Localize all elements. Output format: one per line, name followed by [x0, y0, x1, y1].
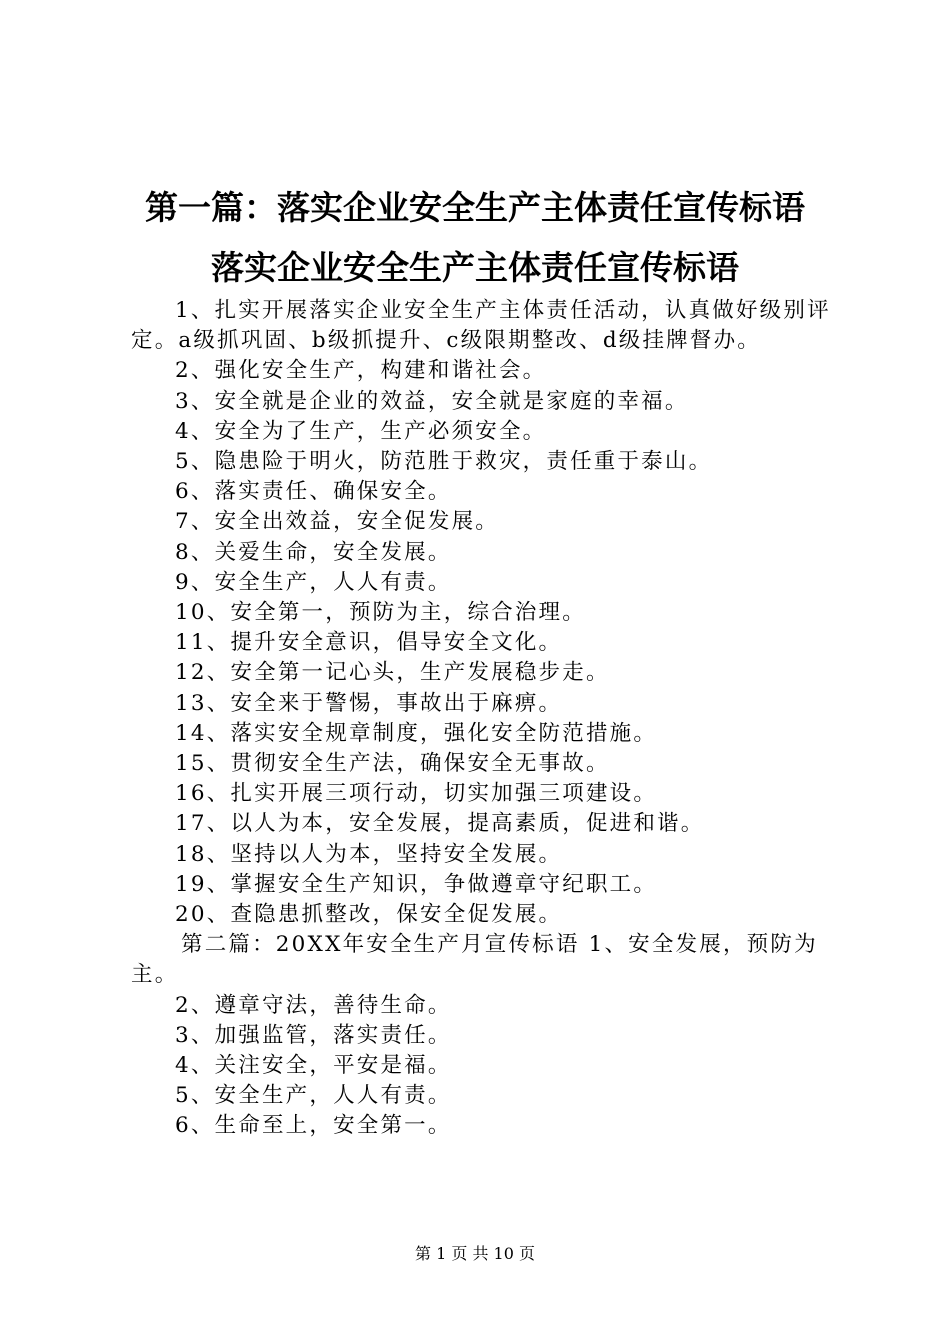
slogan-paragraph: 5、隐患险于明火，防范胜于救灾，责任重于泰山。: [175, 449, 713, 475]
slogan-paragraph: 16、扎实开展三项行动，切实加强三项建设。: [175, 781, 658, 807]
slogan-paragraph: 15、贯彻安全生产法，确保安全无事故。: [175, 751, 610, 777]
slogan-paragraph: 20、查隐患抓整改，保安全促发展。: [175, 902, 563, 928]
slogan-paragraph: 9、安全生产，人人有责。: [175, 569, 452, 595]
page-number-footer: 第 1 页 共 10 页: [415, 1244, 535, 1263]
slogan-paragraph: 2、强化安全生产，构建和谐社会。: [175, 358, 547, 384]
slogan-paragraph: 11、提升安全意识，倡导安全文化。: [175, 630, 563, 656]
slogan-paragraph: 1、扎实开展落实企业安全生产主体责任活动，认真做好级别评定。a级抓巩固、b级抓提升、c级限期整改、d级挂牌督办。: [131, 298, 831, 354]
slogan-paragraph: 10、安全第一，预防为主，综合治理。: [175, 600, 586, 626]
section2-item: 4、关注安全，平安是福。: [175, 1053, 452, 1079]
section2-item: 2、遵章守法，善待生命。: [175, 992, 452, 1018]
slogan-paragraph: 3、安全就是企业的效益，安全就是家庭的幸福。: [175, 388, 689, 414]
slogan-paragraph: 19、掌握安全生产知识，争做遵章守纪职工。: [175, 871, 658, 897]
slogan-paragraph: 6、落实责任、确保安全。: [175, 479, 452, 505]
section2-item: 3、加强监管，落实责任。: [175, 1022, 452, 1048]
section2-item: 6、生命至上，安全第一。: [175, 1113, 452, 1139]
slogan-paragraph: 14、落实安全规章制度，强化安全防范措施。: [175, 720, 658, 746]
document-body: [131, 296, 831, 1142]
slogan-paragraph: 12、安全第一记心头，生产发展稳步走。: [175, 660, 610, 686]
slogan-paragraph: 18、坚持以人为本，坚持安全发展。: [175, 841, 563, 867]
document-subtitle: 落实企业安全生产主体责任宣传标语: [211, 248, 739, 287]
section2-intro: 第二篇：20XX年安全生产月宣传标语 1、安全发展，预防为主。: [131, 932, 818, 988]
document-title: 第一篇：落实企业安全生产主体责任宣传标语: [145, 188, 805, 227]
slogan-paragraph: 8、关爱生命，安全发展。: [175, 539, 452, 565]
slogan-paragraph: 13、安全来于警惕，事故出于麻痹。: [175, 690, 563, 716]
slogan-paragraph: 17、以人为本，安全发展，提高素质，促进和谐。: [175, 811, 705, 837]
slogan-paragraph: 7、安全出效益，安全促发展。: [175, 509, 499, 535]
section2-item: 5、安全生产，人人有责。: [175, 1083, 452, 1109]
slogan-paragraph: 4、安全为了生产，生产必须安全。: [175, 418, 547, 444]
